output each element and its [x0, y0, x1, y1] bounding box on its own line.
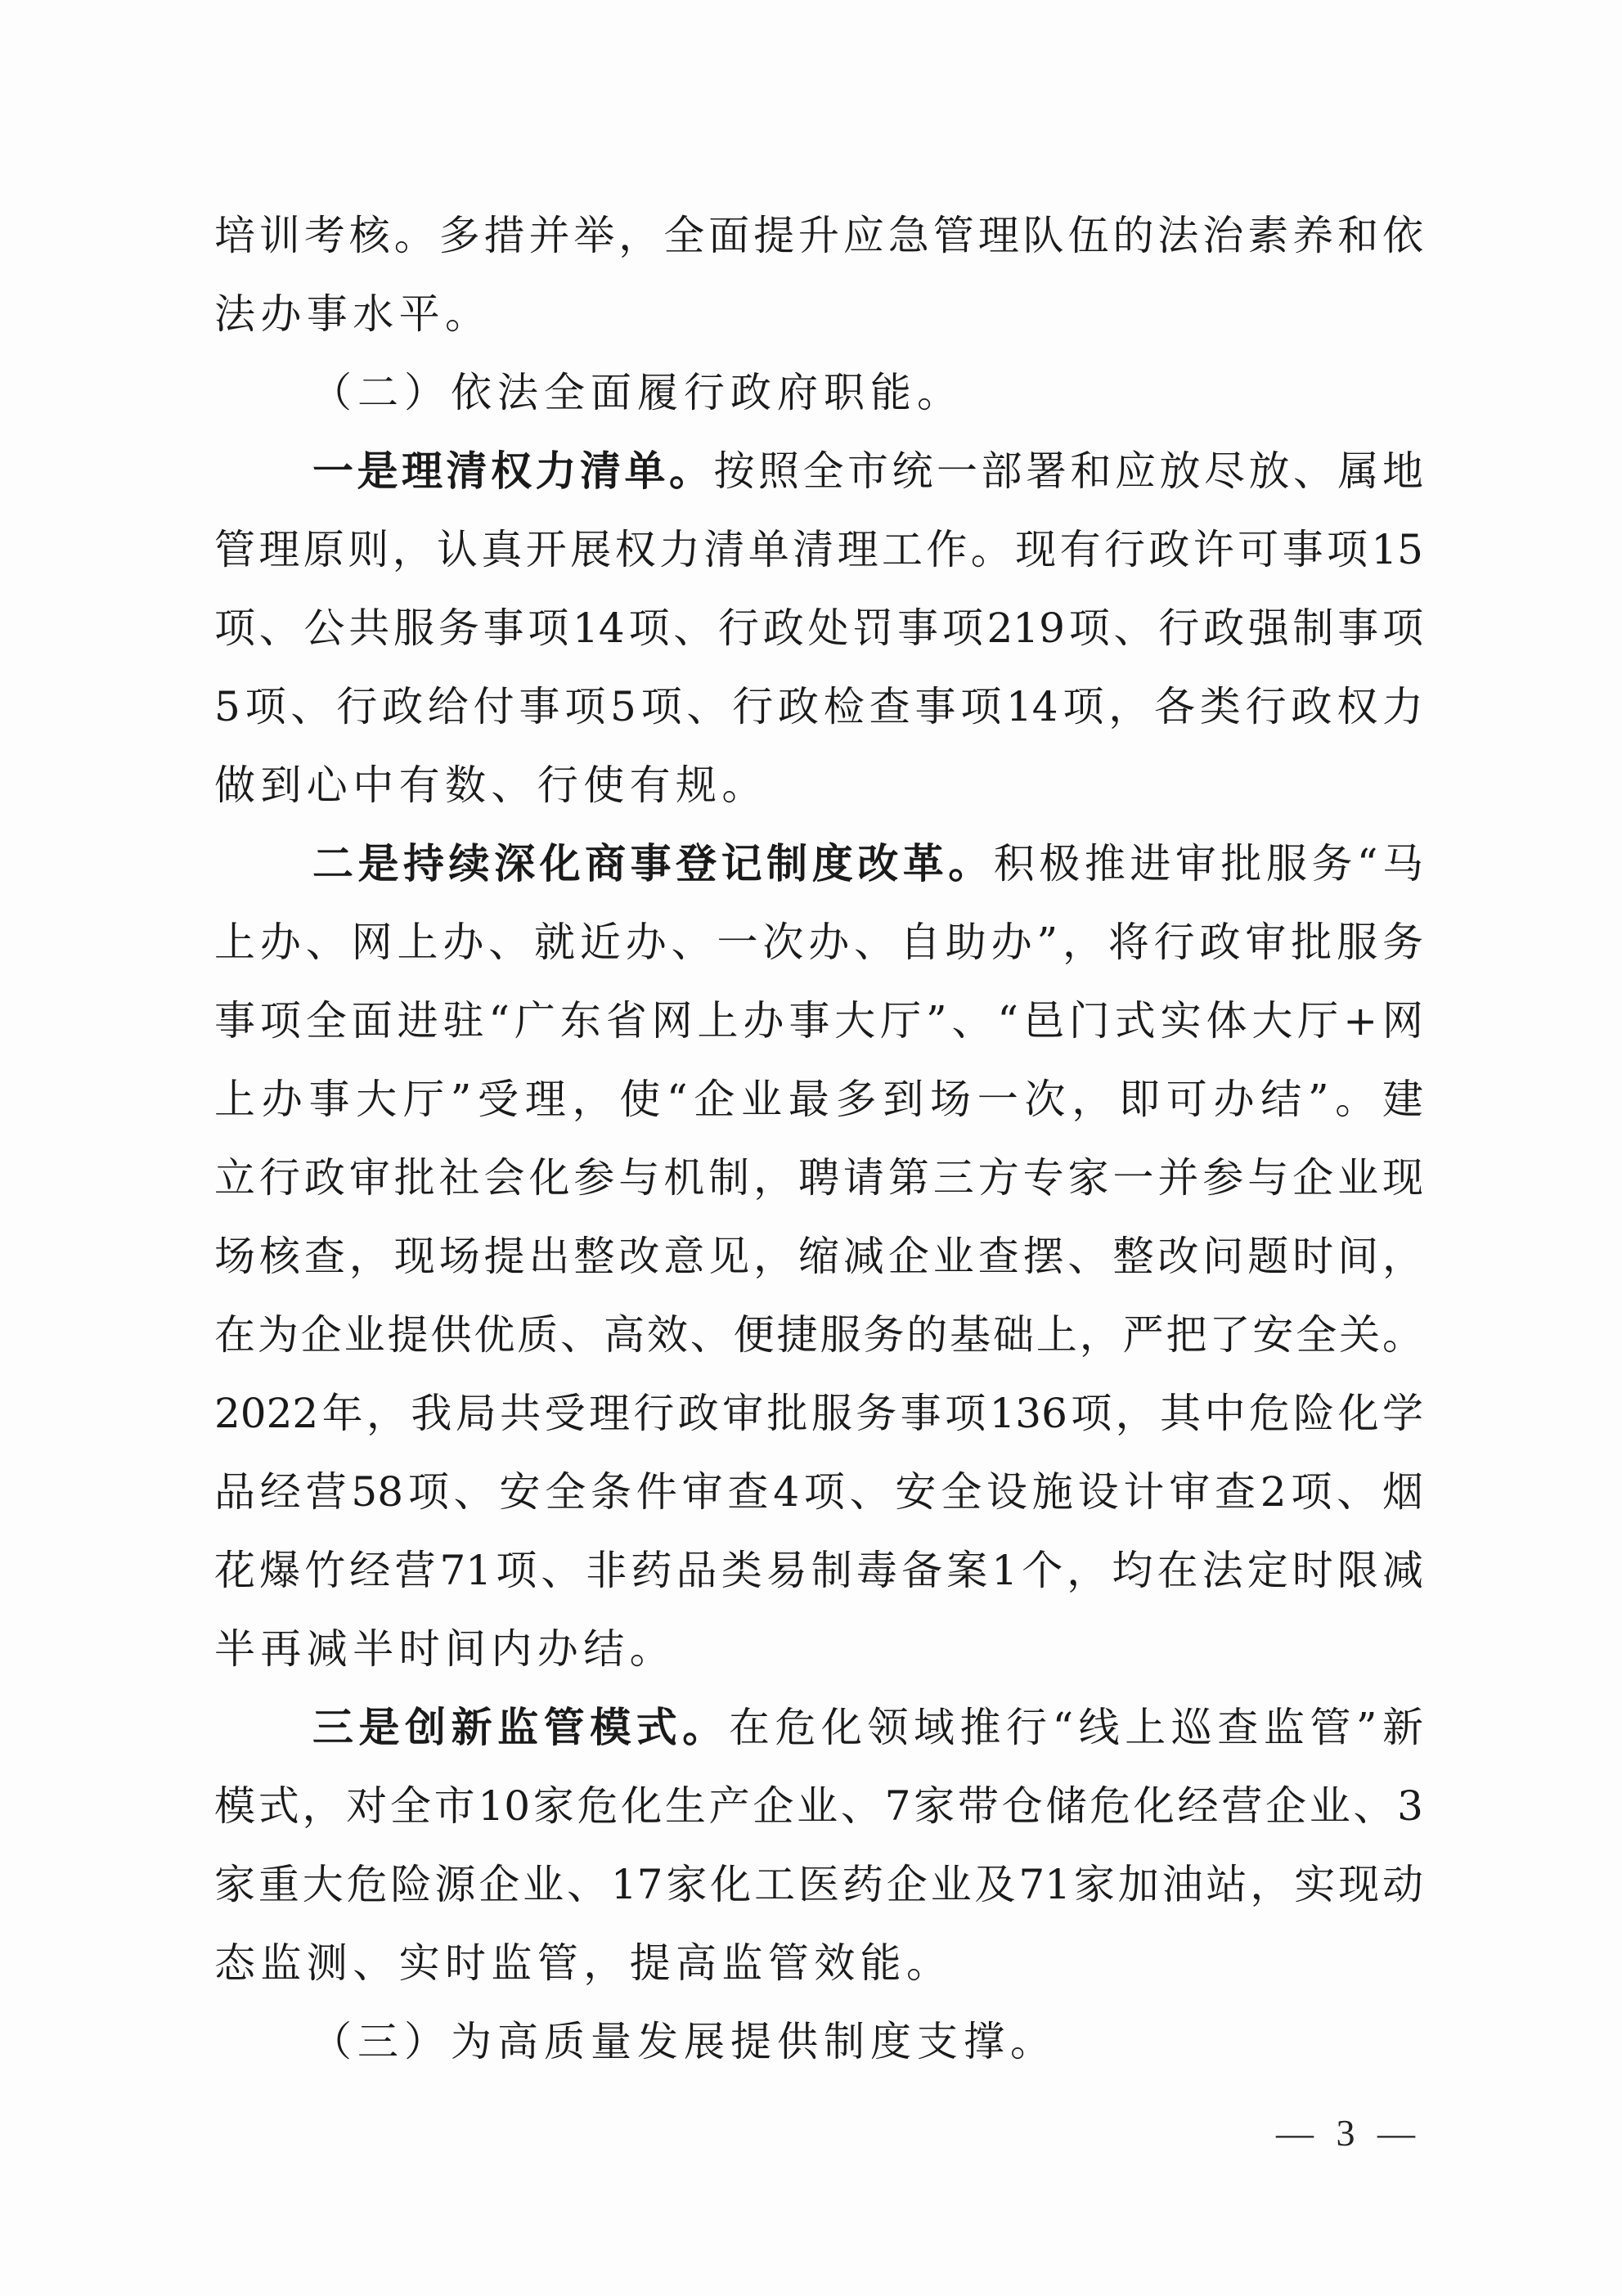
- paragraph-lead-bold: 三是创新监管模式。: [312, 1704, 729, 1751]
- text-line: 态监测、实时监管，提高监管效能。: [214, 1939, 953, 1987]
- text-line: 做到心中有数、行使有规。: [214, 762, 768, 809]
- page-number: — 3 —: [1276, 2112, 1422, 2154]
- text-line: 上办、网上办、就近办、一次办、自助办”，将行政审批服务: [214, 919, 1423, 966]
- text-line: 模式，对全市10家危化生产企业、7家带仓储危化经营企业、3: [214, 1782, 1423, 1830]
- text-line: 法办事水平。: [214, 290, 492, 338]
- paragraph-start-line: [214, 824, 1423, 903]
- paragraph-lead-bold: 一是理清权力清单。: [312, 447, 714, 495]
- text-line: 项、公共服务事项14项、行政处罚事项219项、行政强制事项: [214, 604, 1423, 652]
- paragraph-text: 在危化领域推行“线上巡查监管”新: [728, 1704, 1423, 1751]
- paragraph-start-line: [214, 432, 1423, 510]
- text-line: 花爆竹经营71项、非药品类易制毒备案1个，均在法定时限减: [214, 1547, 1423, 1594]
- text-line: 2022年，我局共受理行政审批服务事项136项，其中危险化学: [214, 1390, 1423, 1437]
- paragraph-start-line: [214, 1688, 1423, 1767]
- text-line: 立行政审批社会化参与机制，聘请第三方专家一并参与企业现: [214, 1154, 1423, 1202]
- text-line: 家重大危险源企业、17家化工医药企业及71家加油站，实现动: [214, 1861, 1423, 1908]
- text-line: 场核查，现场提出整改意见，缩减企业查摆、整改问题时间，: [214, 1233, 1423, 1280]
- section-heading-2: （二）依法全面履行政府职能。: [311, 369, 964, 416]
- text-line: 事项全面进驻“广东省网上办事大厅”、“邑门式实体大厅+网: [214, 997, 1423, 1045]
- paragraph-text: 积极推进审批服务“马: [993, 840, 1424, 887]
- text-line: 在为企业提供优质、高效、便捷服务的基础上，严把了安全关。: [214, 1311, 1423, 1359]
- paragraph-text: 按照全市统一部署和应放尽放、属地: [713, 447, 1423, 495]
- text-line: 半再减半时间内办结。: [214, 1625, 676, 1673]
- section-heading-3: （三）为高质量发展提供制度支撑。: [311, 2018, 1057, 2065]
- text-line: 培训考核。多措并举，全面提升应急管理队伍的法治素养和依: [214, 212, 1423, 259]
- paragraph-lead-bold: 二是持续深化商事登记制度改革。: [312, 840, 994, 887]
- text-line: 上办事大厅”受理，使“企业最多到场一次，即可办结”。建: [214, 1076, 1423, 1123]
- document-body: [214, 196, 1423, 2081]
- text-line: 管理原则，认真开展权力清单清理工作。现有行政许可事项15: [214, 526, 1423, 573]
- text-line: 5项、行政给付事项5项、行政检查事项14项，各类行政权力: [214, 683, 1423, 730]
- text-line: 品经营58项、安全条件审查4项、安全设施设计审查2项、烟: [214, 1468, 1423, 1516]
